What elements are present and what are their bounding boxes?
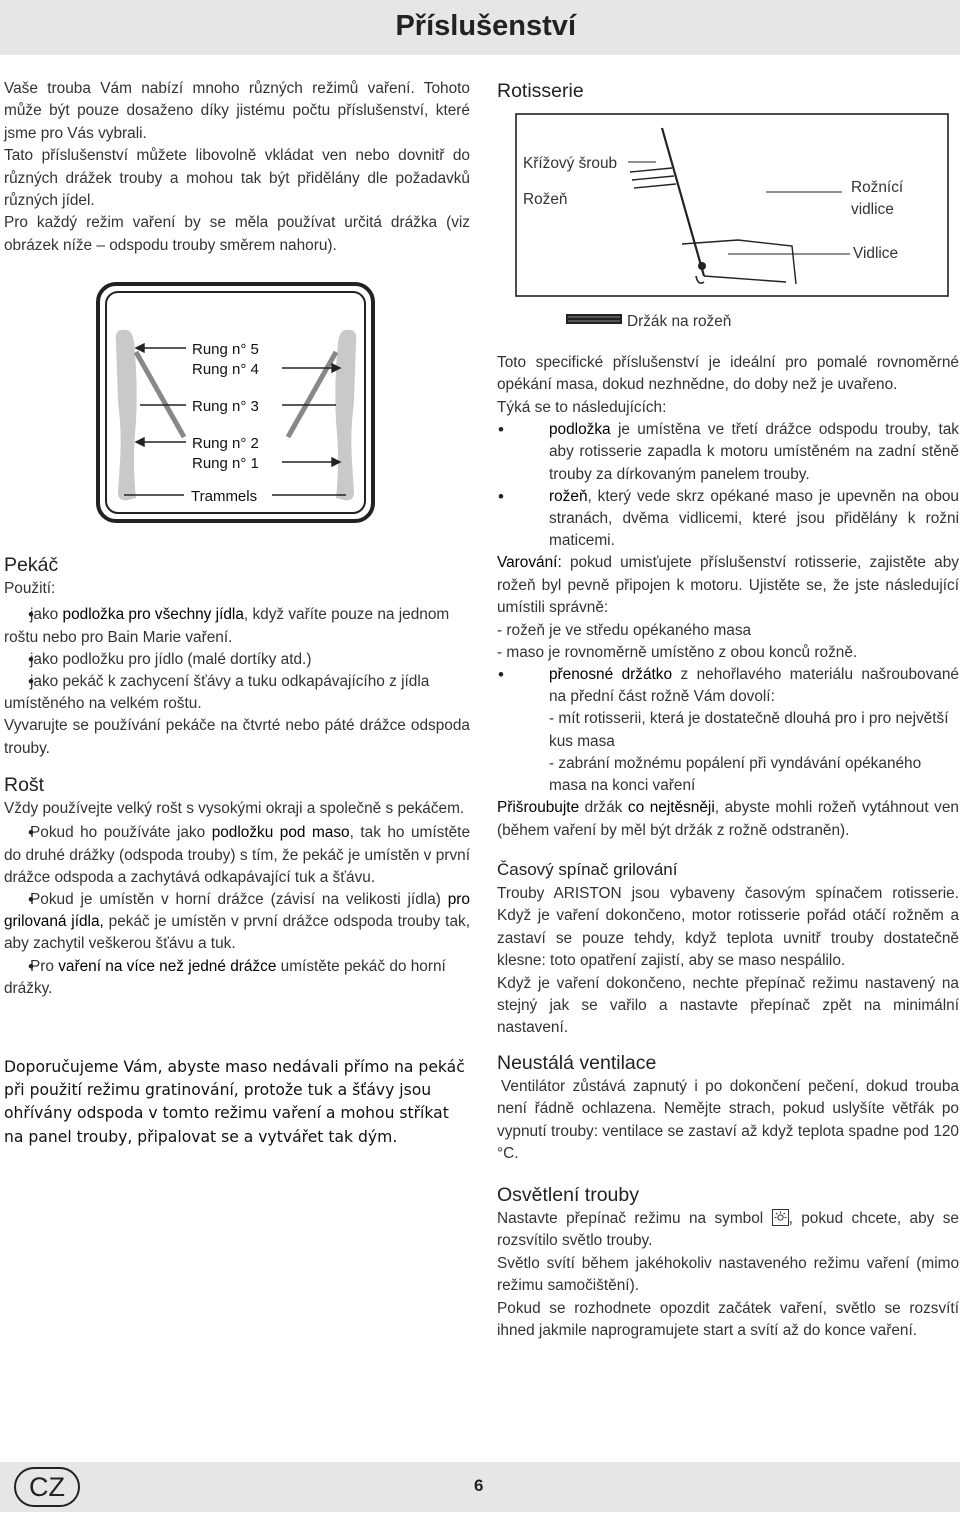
label-fork: Vidlice (853, 245, 899, 262)
light-paragraph-2: Světlo svítí během jakéhokoliv nastaveného režimu vaření (mimo režimu samočištění). (497, 1254, 959, 1295)
rotisserie-diagram (496, 108, 960, 336)
timer-paragraph-1: Trouby ARISTON jsou vybaveny časovým spínačem rotisserie. Když je vaření dokončeno, motor rotisserie pořád otáčí rožněm a zastaví se pouze tehdy, když teplota uvnitř trouby dostatečně klesne: toto opatření zajistí, aby se maso nespálilo. (497, 885, 959, 970)
rost-paragraph: Vždy používejte velký rošt s vysokými okraji a společně s pekáčem. (4, 800, 465, 817)
rost-bullet-2: • Pokud je umístěn v horní drážce (závisí na velikosti jídla) pro grilovaná jídla, pekáč je umístěn v první drážce odspoda trouby tak, aby zachytil veškerou šťávu a tuk. (4, 889, 470, 956)
rotisserie-dash-3: - mít rotisserii, která je dostatečně dlouhá pro i pro největší kus masa (549, 710, 949, 750)
page-number: 6 (474, 1476, 484, 1495)
pekac-heading: Pekáč (4, 554, 59, 576)
timer-heading: Časový spínač grilování (497, 860, 678, 879)
spit-holder-icon (566, 314, 622, 324)
rotisserie-bullet-3: • přenosné držátko z nehořlavého materiálu našroubované na přední část rožně Vám dovolí: (497, 664, 959, 708)
rung-3-label: Rung n° 3 (192, 398, 259, 415)
language-badge: CZ (14, 1467, 80, 1507)
recommendation (4, 1056, 468, 1149)
light-section (497, 1182, 959, 1342)
rotisserie-closing: Přišroubujte držák co nejtěsněji, abyste mohli rožeň vytáhnout ven (během vaření by měl být držák z rožně odstraněn). (497, 799, 959, 839)
intro-section (4, 78, 470, 257)
pekac-usage-label: Použití: (4, 580, 56, 597)
label-spit-fork-1: Rožnící (851, 179, 904, 196)
rotisserie-paragraph-1: Toto specifické příslušenství je ideální pro pomalé rovnoměrné opékání masa, dokud nezhnědne, do doby než je uvařeno. (497, 354, 959, 394)
rung-2-label: Rung n° 2 (192, 435, 259, 452)
rost-section (4, 772, 470, 1000)
ventilation-heading: Neustálá ventilace (497, 1052, 657, 1074)
rotisserie-heading: Rotisserie (497, 80, 584, 102)
trammels-label: Trammels (191, 488, 258, 505)
label-spit: Rožeň (523, 191, 568, 208)
timer-paragraph-2: Když je vaření dokončeno, nechte přepínač režimu nastavený na stejný jak se vařilo a nastavte přepínač zpět na minimální nastavení. (497, 974, 959, 1037)
light-paragraph-1: Nastavte přepínač režimu na symbol , pokud chcete, aby se rozsvítilo světlo trouby. (497, 1210, 959, 1250)
ventilation-paragraph: Ventilátor zůstává zapnutý i po dokončení pečení, dokud trouba není řádně ochlazena. Nemějte strach, pokud uslyšíte větřák po vypnutí trouby: ventilace se zastaví až když teplota spadne pod 120 °C. (497, 1078, 959, 1163)
rost-bullet-1: • Pokud ho používáte jako podložku pod maso, tak ho umístěte do druhé drážky (odspoda trouby) s tím, že pekáč je umístěn v první drážce odspoda a zachytává odkapávající tuk a šťávu. (4, 822, 470, 889)
rost-heading: Rošt (4, 774, 45, 796)
intro-paragraph-2: Tato příslušenství můžete libovolně vkládat ven nebo dovnitř do různých drážek trouby a mohou tak být přidělány dle požadavků různých jídel. (4, 147, 470, 210)
rotisserie-paragraph-2: Týká se to následujících: (497, 398, 667, 416)
recommendation-text: Doporučujeme Vám, abyste maso nedávali přímo na pekáč při použití režimu gratinování, protože tuk a šťávy jsou ohřívány odspoda v tomto režimu vaření a mohou stříkat na panel trouby, připalovat se a vytvářet tak dým. (4, 1058, 465, 1146)
pekac-bullet-1: • jako podložka pro všechny jídla, když vaříte pouze na jednom roštu nebo pro Bain Marie vaření. (4, 604, 470, 648)
timer-section (497, 857, 959, 1040)
oven-light-symbol-icon (772, 1209, 789, 1226)
rotisserie-warning: Varování: pokud umisťujete příslušenství rotisserie, zajistěte aby rožeň byl pevně připojen k motoru. Ujistěte se, že jste následující umístili správně: (497, 554, 959, 617)
oven-rung-diagram (96, 282, 378, 526)
label-holder: Držák na rožeň (627, 313, 732, 330)
pekac-bullet-3: • jako pekáč k zachycení šťávy a tuku odkapávajícího z jídla umístěného na velkém roštu. (4, 671, 470, 715)
rost-bullet-3: • Pro vaření na více než jedné drážce umístěte pekáč do horní drážky. (4, 956, 470, 1000)
rung-5-label: Rung n° 5 (192, 341, 259, 358)
rotisserie-dash-2: - maso je rovnoměrně umístěno z obou konců rožně. (497, 643, 858, 661)
light-paragraph-3: Pokud se rozhodnete opozdit začátek vaření, světlo se rozsvítí ihned jakmile naprogramujete start a svítí až do konce vaření. (497, 1299, 959, 1340)
light-heading: Osvětlení trouby (497, 1184, 639, 1206)
rotisserie-dash-1: - rožeň je ve středu opékaného masa (497, 621, 752, 639)
rotisserie-section (497, 78, 959, 104)
intro-paragraph-1: Vaše trouba Vám nabízí mnoho různých režimů vaření. Tohoto může být pouze dosaženo díky jistému počtu příslušenství, které jsme pro Vás vybrali. (4, 80, 470, 142)
label-cross-screw: Křížový šroub (523, 155, 618, 172)
pekac-section (4, 552, 470, 760)
spit-nut (698, 262, 706, 270)
page-title: Příslušenství (395, 10, 576, 42)
rotisserie-text (497, 352, 959, 842)
pekac-closing: Vyvarujte se používání pekáče na čtvrté nebo páté drážce odspoda trouby. (4, 717, 470, 757)
intro-paragraph-3: Pro každý režim vaření by se měla používat určitá drážka (viz obrázek níže – odspodu trouby směrem nahoru). (4, 214, 470, 254)
rung-1-label: Rung n° 1 (192, 455, 259, 472)
rung-4-label: Rung n° 4 (192, 361, 259, 378)
rotisserie-bullet-2: • rožeň, který vede skrz opékané maso je upevněn na obou stranách, dvěma vidlicemi, které jsou přidělány k rožni maticemi. (497, 486, 959, 553)
rotisserie-dash-4: - zabrání možnému popálení při vyndávání opékaného masa na konci vaření (549, 754, 922, 795)
pekac-bullet-2: • jako podložku pro jídlo (malé dortíky atd.) (4, 649, 470, 671)
rotisserie-bullet-1: • podložka je umístěna ve třetí drážce odspodu trouby, tak aby rotisserie zapadla k motoru umístěném na zadní stěně trouby za dírkovaným panelem trouby. (497, 419, 959, 486)
label-spit-fork-2: vidlice (851, 201, 894, 218)
ventilation-section (497, 1050, 959, 1166)
